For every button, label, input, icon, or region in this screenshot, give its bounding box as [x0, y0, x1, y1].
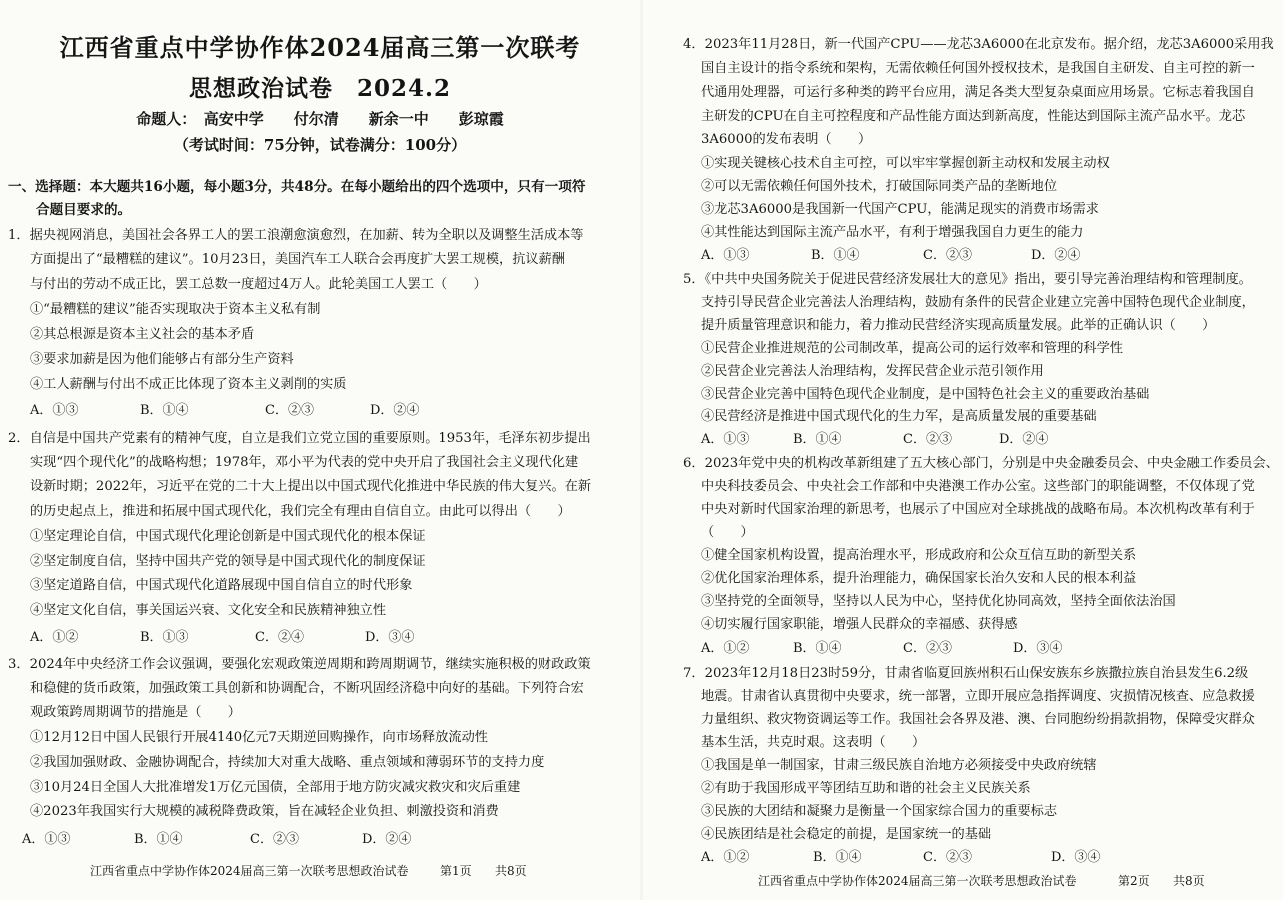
option-d[interactable]: D．②④ [362, 832, 412, 847]
option-b[interactable]: B．①④ [811, 248, 860, 263]
question-stem-line: 6．2023年党中央的机构改革新组建了五大核心部门，分别是中央金融委员会、中央金融工作委员会、 [683, 456, 1279, 471]
question-item: ③10月24日全国人大批准增发1万亿元国债，全部用于地方防灾减灾救灾和灾后重建 [30, 780, 521, 795]
question-item: ①我国是单一制国家，甘肃三级民族自治地方必须接受中央政府统辖 [701, 758, 1097, 773]
page-total: 共8页 [495, 864, 527, 878]
question-stem-line: 7．2023年12月18日23时59分，甘肃省临夏回族州积石山保安族东乡族撒拉族自治县发生6.2级 [683, 666, 1249, 681]
question-stem-line: 提升质量管理意识和能力，着力推动民营经济实现高质量发展。此举的正确认识（ ） [701, 318, 1216, 333]
question-item: ③龙芯3A6000是我国新一代国产CPU，能满足现实的消费市场需求 [701, 202, 1099, 217]
question-item: ①“最糟糕的建议”能否实现取决于资本主义私有制 [30, 302, 321, 317]
option-c[interactable]: C．②③ [903, 641, 952, 656]
section-heading-line: 合题目要求的。 [36, 202, 132, 218]
question-item: ④2023年我国实行大规模的减税降费政策，旨在减轻企业负担、刺激投资和消费 [30, 804, 499, 819]
option-d[interactable]: D．③④ [1051, 850, 1101, 865]
option-a[interactable]: A．①③ [22, 832, 71, 847]
option-a[interactable]: A．①② [30, 630, 79, 645]
question-stem-line: 和稳健的货币政策，加强政策工具创新和协调配合，不断巩固经济稳中向好的基础。下列符合宏 [30, 681, 584, 696]
question-stem-line: 实现“四个现代化”的战略构想；1978年，邓小平为代表的党中央开启了我国社会主义现代化建 [30, 455, 579, 470]
exam-page-2 [643, 0, 1283, 900]
question-item: ②可以无需依赖任何国外技术，打破国际同类产品的垄断地位 [701, 179, 1058, 194]
exam-title: 江西省重点中学协作体2024届高三第一次联考 [59, 33, 581, 62]
option-b[interactable]: B．①④ [134, 832, 183, 847]
question-stem-line: （ ） [701, 525, 754, 540]
option-c[interactable]: C．②④ [255, 630, 304, 645]
question-item: ②有助于我国形成平等团结互助和谐的社会主义民族关系 [701, 781, 1031, 796]
option-d[interactable]: D．②④ [1031, 248, 1081, 263]
option-b[interactable]: B．①④ [813, 850, 862, 865]
question-stem-line: 主研发的CPU在自主可控程度和产品性能方面达到新高度，性能达到国际主流产品水平。龙芯 [701, 109, 1246, 124]
question-item: ③民族的大团结和凝聚力是衡量一个国家综合国力的重要标志 [701, 804, 1058, 819]
question-stem-line: 1．据央视网消息，美国社会各界工人的罢工浪潮愈演愈烈，在加薪、转为全职以及调整生活成本等 [8, 228, 584, 243]
question-stem-line: 与付出的劳动不成正比，罢工总数一度超过4万人。此轮美国工人罢工（ ） [30, 277, 487, 292]
question-item: ②其总根源是资本主义社会的基本矛盾 [30, 327, 255, 342]
question-item: ④切实履行国家职能，增强人民群众的幸福感、获得感 [701, 617, 1018, 632]
page-footer-title: 江西省重点中学协作体2024届高三第一次联考思想政治试卷 [758, 874, 1077, 888]
question-item: ③坚持党的全面领导，坚持以人民为中心，坚持优化协同高效，坚持全面依法治国 [701, 594, 1176, 609]
exam-subject-title: 思想政治试卷 2024.2 [188, 75, 452, 102]
option-d[interactable]: D．②④ [999, 432, 1049, 447]
option-d[interactable]: D．③④ [1013, 641, 1063, 656]
question-stem-line: 力量组织、救灾物资调运等工作。我国社会各界及港、澳、台同胞纷纷捐款捐物，保障受灾群众 [701, 712, 1255, 727]
question-item: ②民营企业完善法人治理结构，发挥民营企业示范引领作用 [701, 364, 1044, 379]
option-a[interactable]: A．①③ [30, 403, 79, 418]
question-item: ①坚定理论自信，中国式现代化理论创新是中国式现代化的根本保证 [30, 529, 426, 544]
question-item: ④民营经济是推进中国式现代化的生力军，是高质量发展的重要基础 [701, 409, 1097, 424]
option-b[interactable]: B．①④ [793, 641, 842, 656]
option-c[interactable]: C．②③ [250, 832, 299, 847]
question-stem-line: 观政策跨周期调节的措施是（ ） [30, 705, 241, 720]
question-item: ①民营企业推进规范的公司制改革，提高公司的运行效率和管理的科学性 [701, 341, 1123, 356]
option-b[interactable]: B．①④ [793, 432, 842, 447]
exam-setters: 命题人： 高安中学 付尔清 新余一中 彭琼霞 [136, 110, 504, 128]
question-item: ④民族团结是社会稳定的前提，是国家统一的基础 [701, 827, 992, 842]
page-number: 第1页 [440, 864, 472, 878]
option-a[interactable]: A．①③ [701, 432, 750, 447]
question-item: ③要求加薪是因为他们能够占有部分生产资料 [30, 352, 294, 367]
question-stem-line: 代通用处理器，可运行多种类的跨平台应用，满足各类大型复杂桌面应用场景。它标志着我国自 [701, 85, 1255, 100]
question-stem-line: 方面提出了“最糟糕的建议”。10月23日，美国汽车工人联合会再度扩大罢工规模，抗议薪酬 [30, 252, 565, 267]
question-stem-line: 地震。甘肃省认真贯彻中央要求，统一部署，立即开展应急指挥调度、灾损情况核查、应急救援 [701, 689, 1255, 704]
question-item: ③民营企业完善中国特色现代企业制度，是中国特色社会主义的重要政治基础 [701, 387, 1150, 402]
question-stem-line: 国自主设计的指令系统和架构，无需依赖任何国外授权技术，是我国自主研发、自主可控的新一 [701, 61, 1255, 76]
question-stem-line: 的历史起点上，推进和拓展中国式现代化，我们完全有理由自信自立。由此可以得出（ ） [30, 504, 571, 519]
question-item: ②坚定制度自信，坚持中国共产党的领导是中国式现代化的制度保证 [30, 554, 426, 569]
option-a[interactable]: A．①② [701, 641, 750, 656]
question-stem-line: 2．自信是中国共产党素有的精神气度，自立是我们立党立国的重要原则。1953年，毛泽东初步提出 [8, 431, 591, 446]
question-item: ③坚定道路自信，中国式现代化道路展现中国自信自立的时代形象 [30, 578, 413, 593]
option-a[interactable]: A．①② [701, 850, 750, 865]
page-footer-title: 江西省重点中学协作体2024届高三第一次联考思想政治试卷 [90, 864, 409, 878]
option-b[interactable]: B．①④ [140, 403, 189, 418]
question-item: ④坚定文化自信，事关国运兴衰、文化安全和民族精神独立性 [30, 603, 387, 618]
page-total: 共8页 [1173, 874, 1205, 888]
option-d[interactable]: D．②④ [370, 403, 420, 418]
question-stem-line: 3A6000的发布表明（ ） [701, 132, 872, 147]
question-item: ①健全国家机构设置，提高治理水平，形成政府和公众互信互助的新型关系 [701, 548, 1137, 563]
option-c[interactable]: C．②③ [923, 248, 972, 263]
question-stem-line: 中央对新时代国家治理的新思考，也展示了中国应对全球挑战的战略布局。本次机构改革有利于 [701, 502, 1255, 517]
option-b[interactable]: B．①③ [140, 630, 189, 645]
exam-page-1 [0, 0, 640, 900]
question-stem-line: 5．《中共中央国务院关于促进民营经济发展壮大的意见》指出，要引导完善治理结构和管理制度。 [683, 272, 1252, 287]
option-c[interactable]: C．②③ [923, 850, 972, 865]
question-item: ①12月12日中国人民银行开展4140亿元7天期逆回购操作，向市场释放流动性 [30, 730, 488, 745]
question-stem-line: 3．2024年中央经济工作会议强调，要强化宏观政策逆周期和跨周期调节，继续实施积极的财政政策 [8, 657, 591, 672]
question-stem-line: 基本生活，共克时艰。这表明（ ） [701, 735, 926, 750]
exam-info: （考试时间：75分钟，试卷满分：100分） [173, 136, 467, 154]
question-stem-line: 中央科技委员会、中央社会工作部和中央港澳工作办公室。这些部门的职能调整，不仅体现了党 [701, 479, 1255, 494]
question-item: ①实现关键核心技术自主可控，可以牢牢掌握创新主动权和发展主动权 [701, 156, 1110, 171]
question-stem-line: 4．2023年11月28日，新一代国产CPU——龙芯3A6000在北京发布。据介绍，龙芯3A6000采用我 [683, 37, 1274, 52]
page-number: 第2页 [1118, 874, 1150, 888]
option-d[interactable]: D．③④ [365, 630, 415, 645]
question-item: ④其性能达到国际主流产品水平，有利于增强我国自力更生的能力 [701, 225, 1084, 240]
option-c[interactable]: C．②③ [265, 403, 314, 418]
question-item: ②我国加强财政、金融协调配合，持续加大对重大战略、重点领域和薄弱环节的支持力度 [30, 755, 545, 770]
question-item: ②优化国家治理体系，提升治理能力，确保国家长治久安和人民的根本利益 [701, 571, 1137, 586]
section-heading-line: 一、选择题：本大题共16小题，每小题3分，共48分。在每小题给出的四个选项中，只有一项符 [8, 179, 586, 195]
option-a[interactable]: A．①③ [701, 248, 750, 263]
question-stem-line: 设新时期；2022年，习近平在党的二十大上提出以中国式现代化推进中华民族的伟大复兴。在新 [30, 479, 592, 494]
question-item: ④工人薪酬与付出不成正比体现了资本主义剥削的实质 [30, 377, 347, 392]
option-c[interactable]: C．②③ [903, 432, 952, 447]
question-stem-line: 支持引导民营企业完善法人治理结构，鼓励有条件的民营企业建立完善中国特色现代企业制度， [701, 295, 1255, 310]
